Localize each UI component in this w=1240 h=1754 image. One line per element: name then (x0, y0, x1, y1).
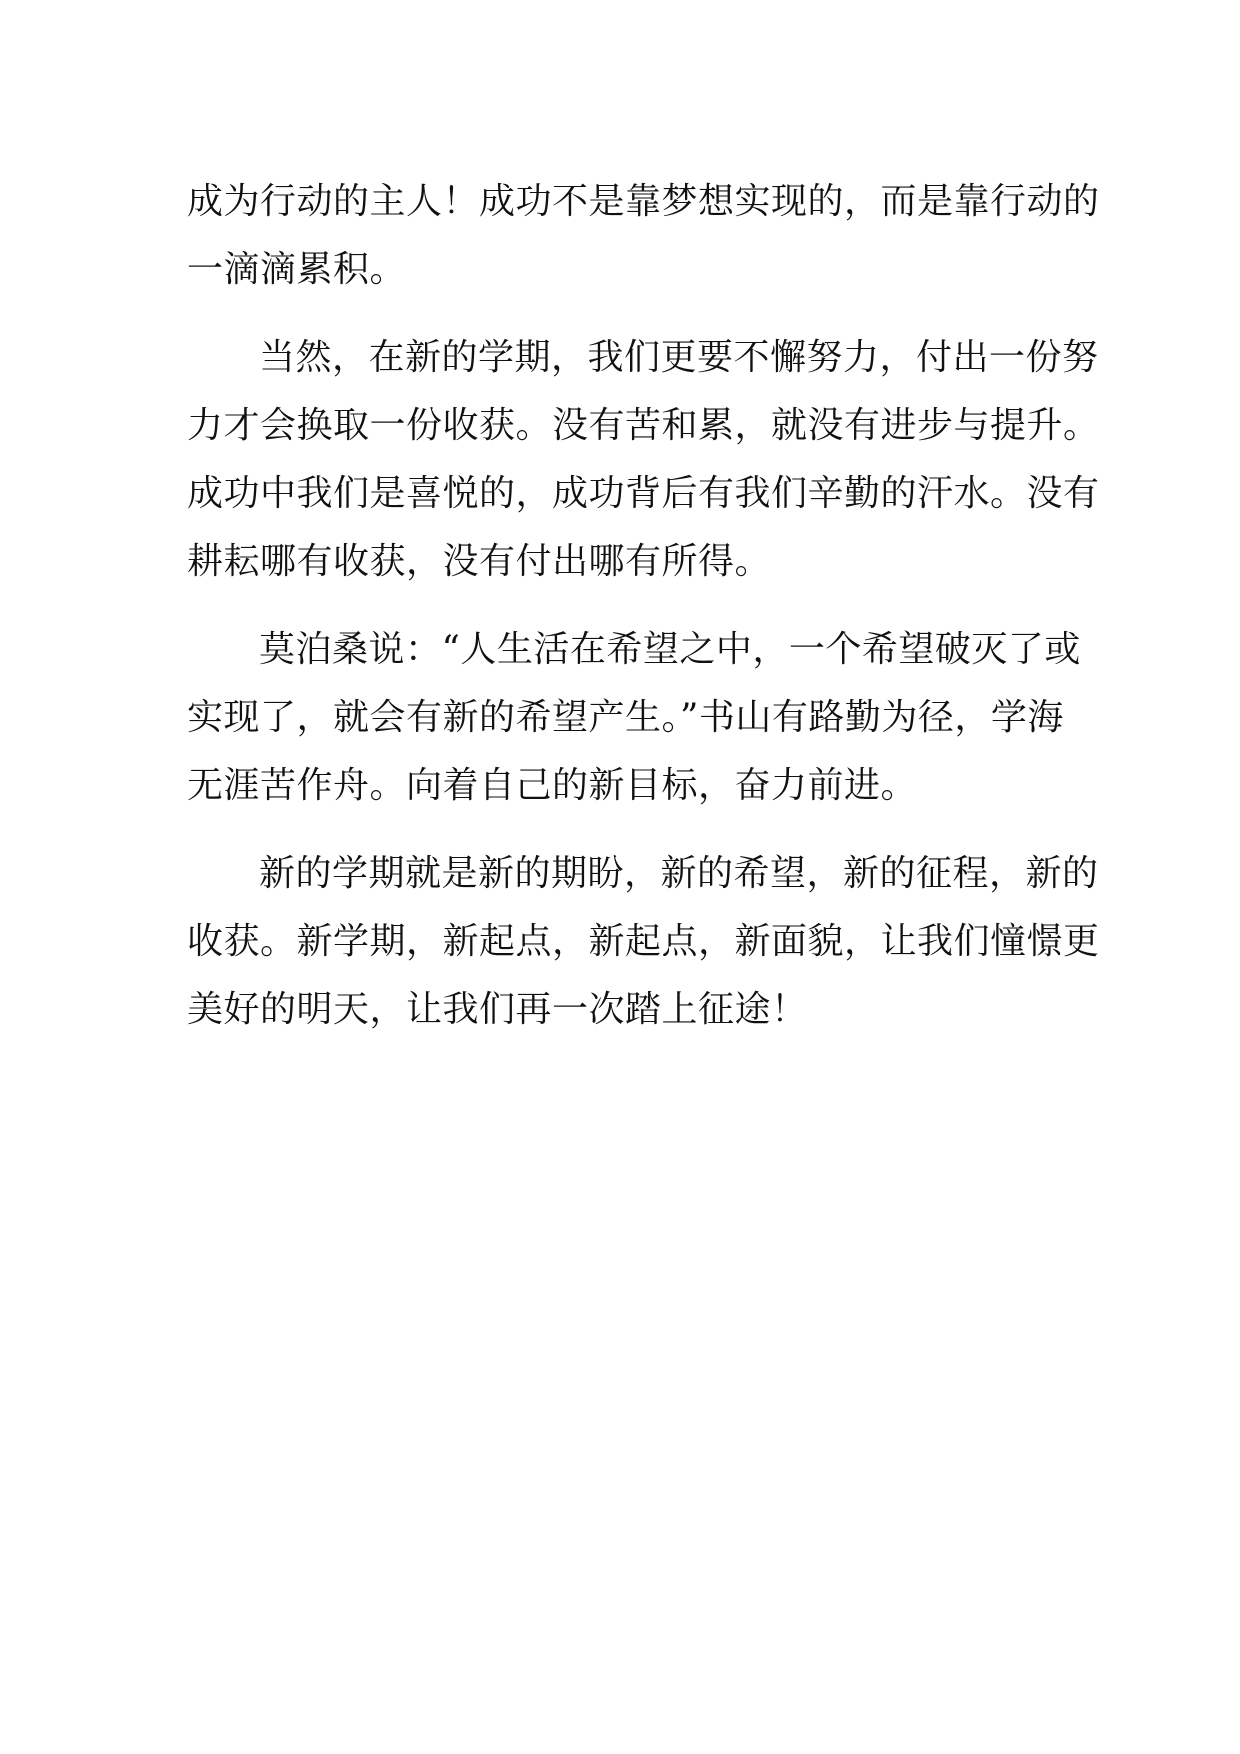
paragraph (187, 616, 1081, 820)
text-line: 当然，在新的学期，我们更要不懈努力，付出一份努 (259, 337, 1099, 378)
text-line: 收获。新学期，新起点，新起点，新面貌，让我们憧憬更 (187, 921, 1100, 962)
text-line: 无涯苦作舟。向着自己的新目标，奋力前进。 (187, 765, 918, 806)
text-line: 耕耘哪有收获，没有付出哪有所得。 (187, 541, 772, 582)
paragraph (187, 324, 1100, 596)
paragraph (187, 168, 1100, 304)
text-line: 一滴滴累积。 (187, 249, 407, 290)
document-body (187, 168, 1100, 1044)
text-line: 莫泊桑说：“人生活在希望之中，一个希望破灭了或 (259, 629, 1081, 670)
text-line: 美好的明天，让我们再一次踏上征途！ (187, 989, 808, 1030)
paragraph (187, 840, 1100, 1044)
text-line: 成功中我们是喜悦的，成功背后有我们辛勤的汗水。没有 (187, 473, 1100, 514)
text-line: 新的学期就是新的期盼，新的希望，新的征程，新的 (259, 853, 1099, 894)
text-line: 成为行动的主人！成功不是靠梦想实现的，而是靠行动的 (187, 181, 1100, 222)
text-line: 力才会换取一份收获。没有苦和累，就没有进步与提升。 (187, 405, 1100, 446)
text-line: 实现了，就会有新的希望产生。”书山有路勤为径，学海 (187, 697, 1064, 738)
